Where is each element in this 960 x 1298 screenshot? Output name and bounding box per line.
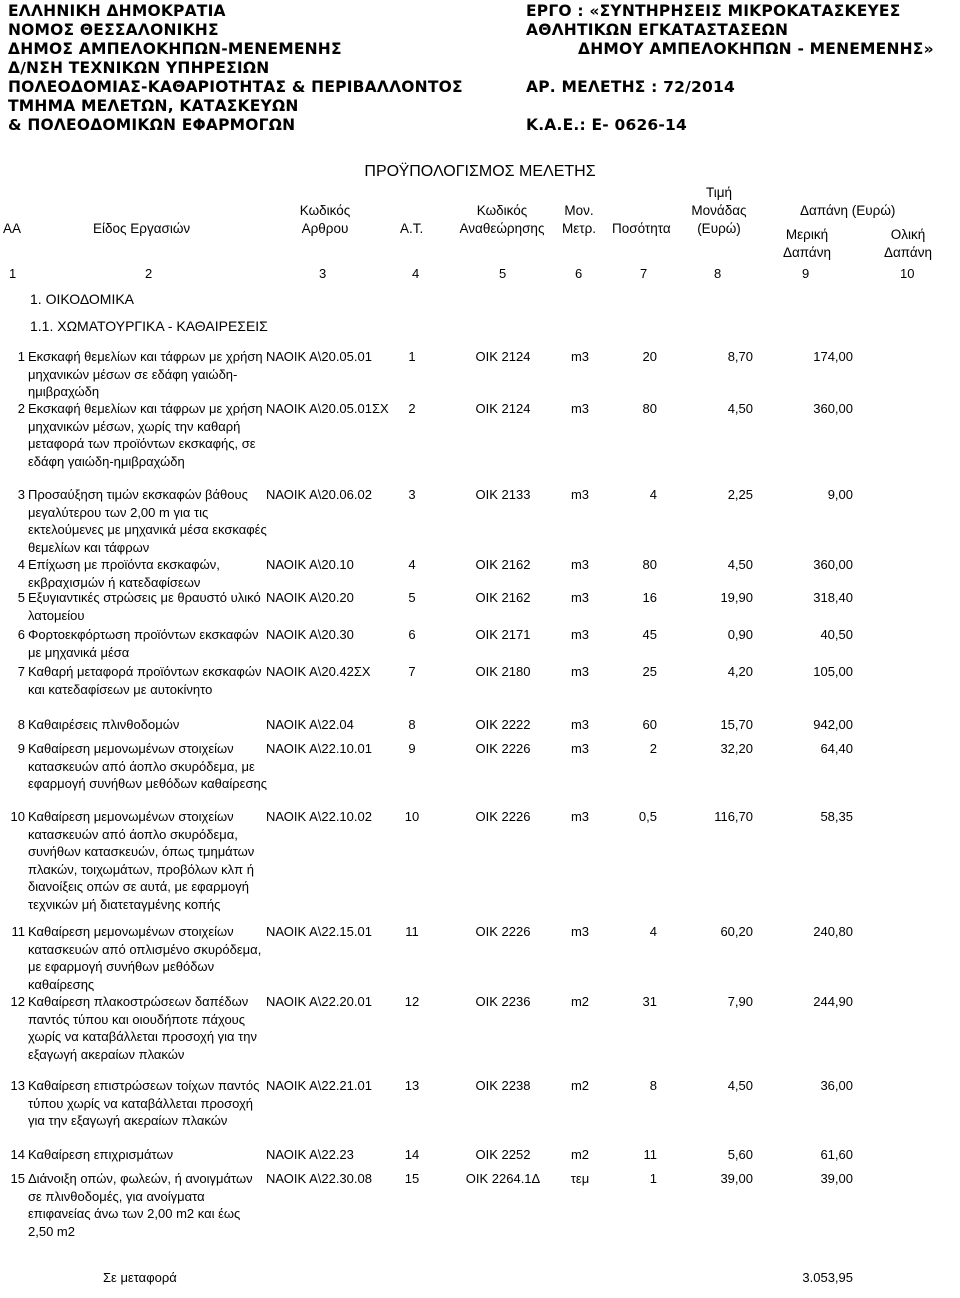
col-code xyxy=(290,202,360,238)
item-partial-cost: 36,00 xyxy=(820,1078,853,1093)
item-number: 14 xyxy=(10,1147,25,1162)
item-article-code: ΝΑΟΙΚ Α\22.15.01 xyxy=(266,924,372,939)
item-description: Εξυγιαντικές στρώσεις με θραυστό υλικό λατομείου xyxy=(28,590,261,623)
item-partial-cost: 318,40 xyxy=(813,590,853,605)
item-at: 4 xyxy=(408,557,416,572)
item-quantity: 4 xyxy=(649,924,657,939)
item-unit-price: 116,70 xyxy=(714,809,753,824)
item-revision-code: ΟΙΚ 2124 xyxy=(475,349,531,364)
item-number: 3 xyxy=(17,487,25,502)
item-unit-price: 8,70 xyxy=(727,349,753,364)
authority-line: Δ/ΝΣΗ ΤΕΧΝΙΚΩΝ ΥΠΗΡΕΣΙΩΝ xyxy=(8,59,270,77)
item-at: 13 xyxy=(404,1078,420,1093)
col-unit-price xyxy=(682,184,756,238)
item-quantity: 8 xyxy=(649,1078,657,1093)
table-row xyxy=(0,1146,960,1170)
item-article-code: ΝΑΟΙΚ Α\22.10.02 xyxy=(266,809,372,824)
table-row xyxy=(0,808,960,923)
col-partial-line: Δαπάνη xyxy=(782,245,831,260)
col-unit-line: Μον. xyxy=(564,203,594,218)
table-row xyxy=(0,348,960,400)
col-price-line: Μονάδας xyxy=(691,203,747,218)
authority-line: ΕΛΛΗΝΙΚΗ ΔΗΜΟΚΡΑΤΙΑ xyxy=(8,2,226,20)
item-description: Καθαιρέσεις πλινθοδομών xyxy=(28,717,180,732)
item-quantity: 16 xyxy=(642,590,657,605)
col-total-line: Ολική xyxy=(890,227,926,242)
authority-line: ΝΟΜΟΣ ΘΕΣΣΑΛΟΝΙΚΗΣ xyxy=(8,21,219,39)
page-title: ΠΡΟΫΠΟΛΟΓΙΣΜΟΣ ΜΕΛΕΤΗΣ xyxy=(364,163,596,180)
table-row xyxy=(0,923,960,993)
project-title-line: ΔΗΜΟΥ ΑΜΠΕΛΟΚΗΠΩΝ - ΜΕΝΕΜΕΝΗΣ» xyxy=(578,40,934,58)
item-unit-price: 39,00 xyxy=(720,1171,753,1186)
item-at: 15 xyxy=(404,1171,420,1186)
item-unit: m3 xyxy=(570,717,590,732)
item-article-code: ΝΑΟΙΚ Α\22.23 xyxy=(266,1147,354,1162)
item-article-code: ΝΑΟΙΚ Α\22.10.01 xyxy=(266,741,372,756)
item-revision-code: ΟΙΚ 2226 xyxy=(475,809,531,824)
item-number: 1 xyxy=(17,349,25,364)
item-revision-code: ΟΙΚ 2124 xyxy=(475,401,531,416)
item-partial-cost: 64,40 xyxy=(820,741,853,756)
item-quantity: 45 xyxy=(642,627,657,642)
item-revision-code: ΟΙΚ 2226 xyxy=(475,924,531,939)
col-code-line: Αρθρου xyxy=(301,221,349,236)
table-row xyxy=(0,663,960,716)
item-quantity: 25 xyxy=(642,664,657,679)
item-description: Διάνοιξη οπών, φωλεών, ή ανοιγμάτων σε πλινθοδομές, για ανοίγματα επιφανείας άνω των 2,00 m2 και έως 2,50 m2 xyxy=(28,1171,253,1239)
item-quantity: 80 xyxy=(642,401,657,416)
item-at: 3 xyxy=(408,487,416,502)
item-description: Καθαίρεση επιχρισμάτων xyxy=(28,1147,174,1162)
section-heading: 1. ΟΙΚΟΔΟΜΙΚΑ xyxy=(30,291,135,307)
item-number: 12 xyxy=(10,994,25,1009)
item-partial-cost: 61,60 xyxy=(820,1147,853,1162)
authority-line: & ΠΟΛΕΟΔΟΜΙΚΩΝ ΕΦΑΡΜΟΓΩΝ xyxy=(8,116,296,134)
item-number: 5 xyxy=(17,590,25,605)
item-article-code: ΝΑΟΙΚ Α\20.20 xyxy=(266,590,354,605)
item-number: 10 xyxy=(10,809,25,824)
col-number: 2 xyxy=(145,266,153,281)
item-description: Προσαύξηση τιμών εκσκαφών βάθους μεγαλύτερου των 2,00 m για τις εκτελούμενες με μηχανικά μέσα εκσκαφές θεμελίων και τάφρων xyxy=(28,487,267,555)
item-unit-price: 4,50 xyxy=(727,557,753,572)
item-unit: τεμ xyxy=(570,1171,590,1186)
item-article-code: ΝΑΟΙΚ Α\22.20.01 xyxy=(266,994,372,1009)
item-revision-code: ΟΙΚ 2238 xyxy=(475,1078,531,1093)
item-unit: m3 xyxy=(570,627,590,642)
col-number: 8 xyxy=(714,266,722,281)
authority-line: ΔΗΜΟΣ ΑΜΠΕΛΟΚΗΠΩΝ-ΜΕΝΕΜΕΝΗΣ xyxy=(8,40,342,58)
item-number: 2 xyxy=(17,401,25,416)
item-number: 11 xyxy=(11,924,25,939)
item-revision-code: ΟΙΚ 2264.1Δ xyxy=(465,1171,541,1186)
col-number: 5 xyxy=(499,266,507,281)
item-unit: m3 xyxy=(570,741,590,756)
item-at: 11 xyxy=(405,924,419,939)
item-quantity: 1 xyxy=(649,1171,657,1186)
col-number: 1 xyxy=(9,266,17,281)
item-unit: m3 xyxy=(570,809,590,824)
item-article-code: ΝΑΟΙΚ Α\20.05.01 xyxy=(266,349,372,364)
item-number: 15 xyxy=(10,1171,25,1186)
item-quantity: 0,5 xyxy=(638,809,657,824)
item-description: Εκσκαφή θεμελίων και τάφρων με χρήση μηχανικών μέσων, χωρίς την καθαρή μεταφορά των προϊόντων εκσκαφής, σε εδάφη γαιώδη-ημιβραχώδη xyxy=(28,401,263,469)
item-quantity: 11 xyxy=(643,1147,657,1162)
col-quantity: Ποσότητα xyxy=(612,221,671,236)
item-revision-code: ΟΙΚ 2133 xyxy=(475,487,531,502)
item-unit: m3 xyxy=(570,401,590,416)
item-unit-price: 4,20 xyxy=(727,664,753,679)
col-unit xyxy=(556,202,602,238)
item-description: Καθαίρεση μεμονωμένων στοιχείων κατασκευών από άοπλο σκυρόδεμα, με εφαρμογή συνήθων μεθόδων καθαίρεσης xyxy=(28,741,267,791)
item-partial-cost: 40,50 xyxy=(820,627,853,642)
col-work-type: Είδος Εργασιών xyxy=(93,221,191,236)
item-partial-cost: 360,00 xyxy=(813,557,853,572)
item-revision-code: ΟΙΚ 2236 xyxy=(475,994,531,1009)
table-row xyxy=(0,626,960,663)
item-article-code: ΝΑΟΙΚ Α\20.42ΣΧ xyxy=(266,664,371,679)
carry-forward-label: Σε μεταφορά xyxy=(103,1270,177,1285)
col-partial-line: Μερική xyxy=(785,227,829,242)
item-at: 14 xyxy=(404,1147,420,1162)
col-number: 7 xyxy=(640,266,648,281)
item-unit-price: 19,90 xyxy=(720,590,753,605)
item-unit: m3 xyxy=(570,924,590,939)
item-unit: m3 xyxy=(570,590,590,605)
col-partial-cost xyxy=(782,226,832,262)
item-quantity: 20 xyxy=(642,349,657,364)
table-row xyxy=(0,1077,960,1146)
col-rev-code xyxy=(455,202,549,238)
col-at: Α.Τ. xyxy=(400,221,424,236)
item-article-code: ΝΑΟΙΚ Α\22.04 xyxy=(266,717,354,732)
item-description: Εκσκαφή θεμελίων και τάφρων με χρήση μηχανικών μέσων σε εδάφη γαιώδη-ημιβραχώδη xyxy=(28,349,263,399)
col-number: 6 xyxy=(575,266,583,281)
col-cost: Δαπάνη (Ευρώ) xyxy=(800,203,896,218)
item-partial-cost: 240,80 xyxy=(813,924,853,939)
col-number: 10 xyxy=(900,266,915,281)
item-at: 5 xyxy=(408,590,416,605)
item-article-code: ΝΑΟΙΚ Α\20.05.01ΣΧ xyxy=(266,401,389,416)
col-price-line: Τιμή xyxy=(705,185,733,200)
item-revision-code: ΟΙΚ 2252 xyxy=(475,1147,531,1162)
item-partial-cost: 942,00 xyxy=(813,717,853,732)
table-row xyxy=(0,486,960,556)
item-revision-code: ΟΙΚ 2226 xyxy=(475,741,531,756)
item-unit-price: 4,50 xyxy=(727,401,753,416)
item-unit: m3 xyxy=(570,487,590,502)
authority-header xyxy=(8,2,463,135)
col-number: 4 xyxy=(412,266,420,281)
item-number: 7 xyxy=(17,664,25,679)
item-description: Καθαρή μεταφορά προϊόντων εκσκαφών και κατεδαφίσεων με αυτοκίνητο xyxy=(28,664,262,697)
table-row xyxy=(0,556,960,589)
item-unit-price: 0,90 xyxy=(727,627,753,642)
col-unit-line: Μετρ. xyxy=(561,221,597,236)
item-unit: m2 xyxy=(570,994,590,1009)
table-row xyxy=(0,589,960,626)
item-unit-price: 7,90 xyxy=(727,994,753,1009)
item-article-code: ΝΑΟΙΚ Α\20.30 xyxy=(266,627,354,642)
item-partial-cost: 39,00 xyxy=(820,1171,853,1186)
col-rev-code-line: Αναθεώρησης xyxy=(459,221,545,236)
item-partial-cost: 244,90 xyxy=(813,994,853,1009)
item-article-code: ΝΑΟΙΚ Α\22.30.08 xyxy=(266,1171,372,1186)
table-row xyxy=(0,716,960,740)
subsection-heading: 1.1. ΧΩΜΑΤΟΥΡΓΙΚΑ - ΚΑΘΑΙΡΕΣΕΙΣ xyxy=(30,318,268,334)
item-number: 13 xyxy=(10,1078,25,1093)
project-header xyxy=(526,2,934,135)
item-quantity: 4 xyxy=(649,487,657,502)
item-unit: m3 xyxy=(570,664,590,679)
item-at: 2 xyxy=(408,401,416,416)
item-revision-code: ΟΙΚ 2180 xyxy=(475,664,531,679)
item-unit-price: 4,50 xyxy=(727,1078,753,1093)
item-at: 8 xyxy=(408,717,416,732)
item-at: 6 xyxy=(408,627,416,642)
item-revision-code: ΟΙΚ 2162 xyxy=(475,557,531,572)
col-price-line: (Ευρώ) xyxy=(697,221,741,236)
col-number: 9 xyxy=(802,266,810,281)
item-unit: m3 xyxy=(570,557,590,572)
col-aa: ΑΑ xyxy=(3,221,22,236)
authority-line: ΤΜΗΜΑ ΜΕΛΕΤΩΝ, ΚΑΤΑΣΚΕΥΩΝ xyxy=(8,97,299,115)
item-at: 12 xyxy=(404,994,420,1009)
table-row xyxy=(0,740,960,808)
item-unit-price: 32,20 xyxy=(720,741,753,756)
study-number: ΑΡ. ΜΕΛΕΤΗΣ : 72/2014 xyxy=(526,78,735,96)
item-description: Καθαίρεση πλακοστρώσεων δαπέδων παντός τύπου και οιουδήποτε πάχους χωρίς να καταβάλλεται προσοχή για την εξαγωγή ακεραίων πλακών xyxy=(28,994,258,1062)
col-rev-code-line: Κωδικός xyxy=(476,203,528,218)
item-unit-price: 60,20 xyxy=(720,924,753,939)
item-revision-code: ΟΙΚ 2171 xyxy=(475,627,531,642)
item-number: 4 xyxy=(17,557,25,572)
item-unit-price: 5,60 xyxy=(727,1147,753,1162)
item-partial-cost: 105,00 xyxy=(813,664,853,679)
item-description: Επίχωση με προϊόντα εκσκαφών, εκβραχισμών ή κατεδαφίσεων xyxy=(28,557,220,589)
item-at: 9 xyxy=(408,741,416,756)
item-partial-cost: 9,00 xyxy=(827,487,853,502)
item-unit-price: 15,70 xyxy=(720,717,753,732)
col-total-line: Δαπάνη xyxy=(883,245,932,260)
item-article-code: ΝΑΟΙΚ Α\20.06.02 xyxy=(266,487,372,502)
item-unit-price: 2,25 xyxy=(727,487,753,502)
item-description: Καθαίρεση μεμονωμένων στοιχείων κατασκευών από άοπλο σκυρόδεμα, συνήθων κατασκευών, όπως τμημάτων πλακών, τοιχωμάτων, προβόλων κλπ ή διανοίξεις οπών σε αυτά, με εφαρμογή τεχνικών μή διατεταγμένης κοπής xyxy=(28,809,255,912)
item-article-code: ΝΑΟΙΚ Α\20.10 xyxy=(266,557,354,572)
item-number: 8 xyxy=(17,717,25,732)
item-quantity: 31 xyxy=(642,994,657,1009)
item-description: Καθαίρεση μεμονωμένων στοιχείων κατασκευών από οπλισμένο σκυρόδεμα, με εφαρμογή συνήθων μεθόδων καθαίρεσης xyxy=(28,924,262,992)
item-at: 1 xyxy=(408,349,416,364)
item-at: 10 xyxy=(404,809,420,824)
col-code-line: Κωδικός xyxy=(299,203,351,218)
item-article-code: ΝΑΟΙΚ Α\22.21.01 xyxy=(266,1078,372,1093)
authority-line: ΠΟΛΕΟΔΟΜΙΑΣ-ΚΑΘΑΡΙΟΤΗΤΑΣ & ΠΕΡΙΒΑΛΛΟΝΤΟΣ xyxy=(8,78,463,96)
table-row xyxy=(0,1170,960,1250)
item-unit: m2 xyxy=(570,1147,590,1162)
item-description: Φορτοεκφόρτωση προϊόντων εκσκαφών με μηχανικά μέσα xyxy=(28,627,259,660)
item-number: 9 xyxy=(17,741,25,756)
project-title-line: ΕΡΓΟ : «ΣΥΝΤΗΡΗΣΕΙΣ ΜΙΚΡΟΚΑΤΑΣΚΕΥΕΣ xyxy=(526,2,901,20)
kae-code: Κ.Α.Ε.: Ε- 0626-14 xyxy=(526,116,688,134)
item-unit: m3 xyxy=(570,349,590,364)
item-number: 6 xyxy=(17,627,25,642)
col-number: 3 xyxy=(319,266,327,281)
carry-forward-value: 3.053,95 xyxy=(802,1270,853,1285)
item-revision-code: ΟΙΚ 2222 xyxy=(475,717,531,732)
item-quantity: 80 xyxy=(642,557,657,572)
item-partial-cost: 58,35 xyxy=(820,809,853,824)
project-title-line: ΑΘΛΗΤΙΚΩΝ ΕΓΚΑΤΑΣΤΑΣΕΩΝ xyxy=(526,21,789,39)
item-quantity: 2 xyxy=(649,741,657,756)
item-revision-code: ΟΙΚ 2162 xyxy=(475,590,531,605)
item-partial-cost: 360,00 xyxy=(813,401,853,416)
col-total-cost xyxy=(878,226,938,262)
item-unit: m2 xyxy=(570,1078,590,1093)
table-row xyxy=(0,400,960,486)
table-row xyxy=(0,993,960,1077)
item-quantity: 60 xyxy=(642,717,657,732)
item-description: Καθαίρεση επιστρώσεων τοίχων παντός τύπου χωρίς να καταβάλλεται προσοχή για την εξαγωγή ακεραίων πλακών xyxy=(28,1078,260,1128)
item-at: 7 xyxy=(408,664,416,679)
item-partial-cost: 174,00 xyxy=(813,349,853,364)
